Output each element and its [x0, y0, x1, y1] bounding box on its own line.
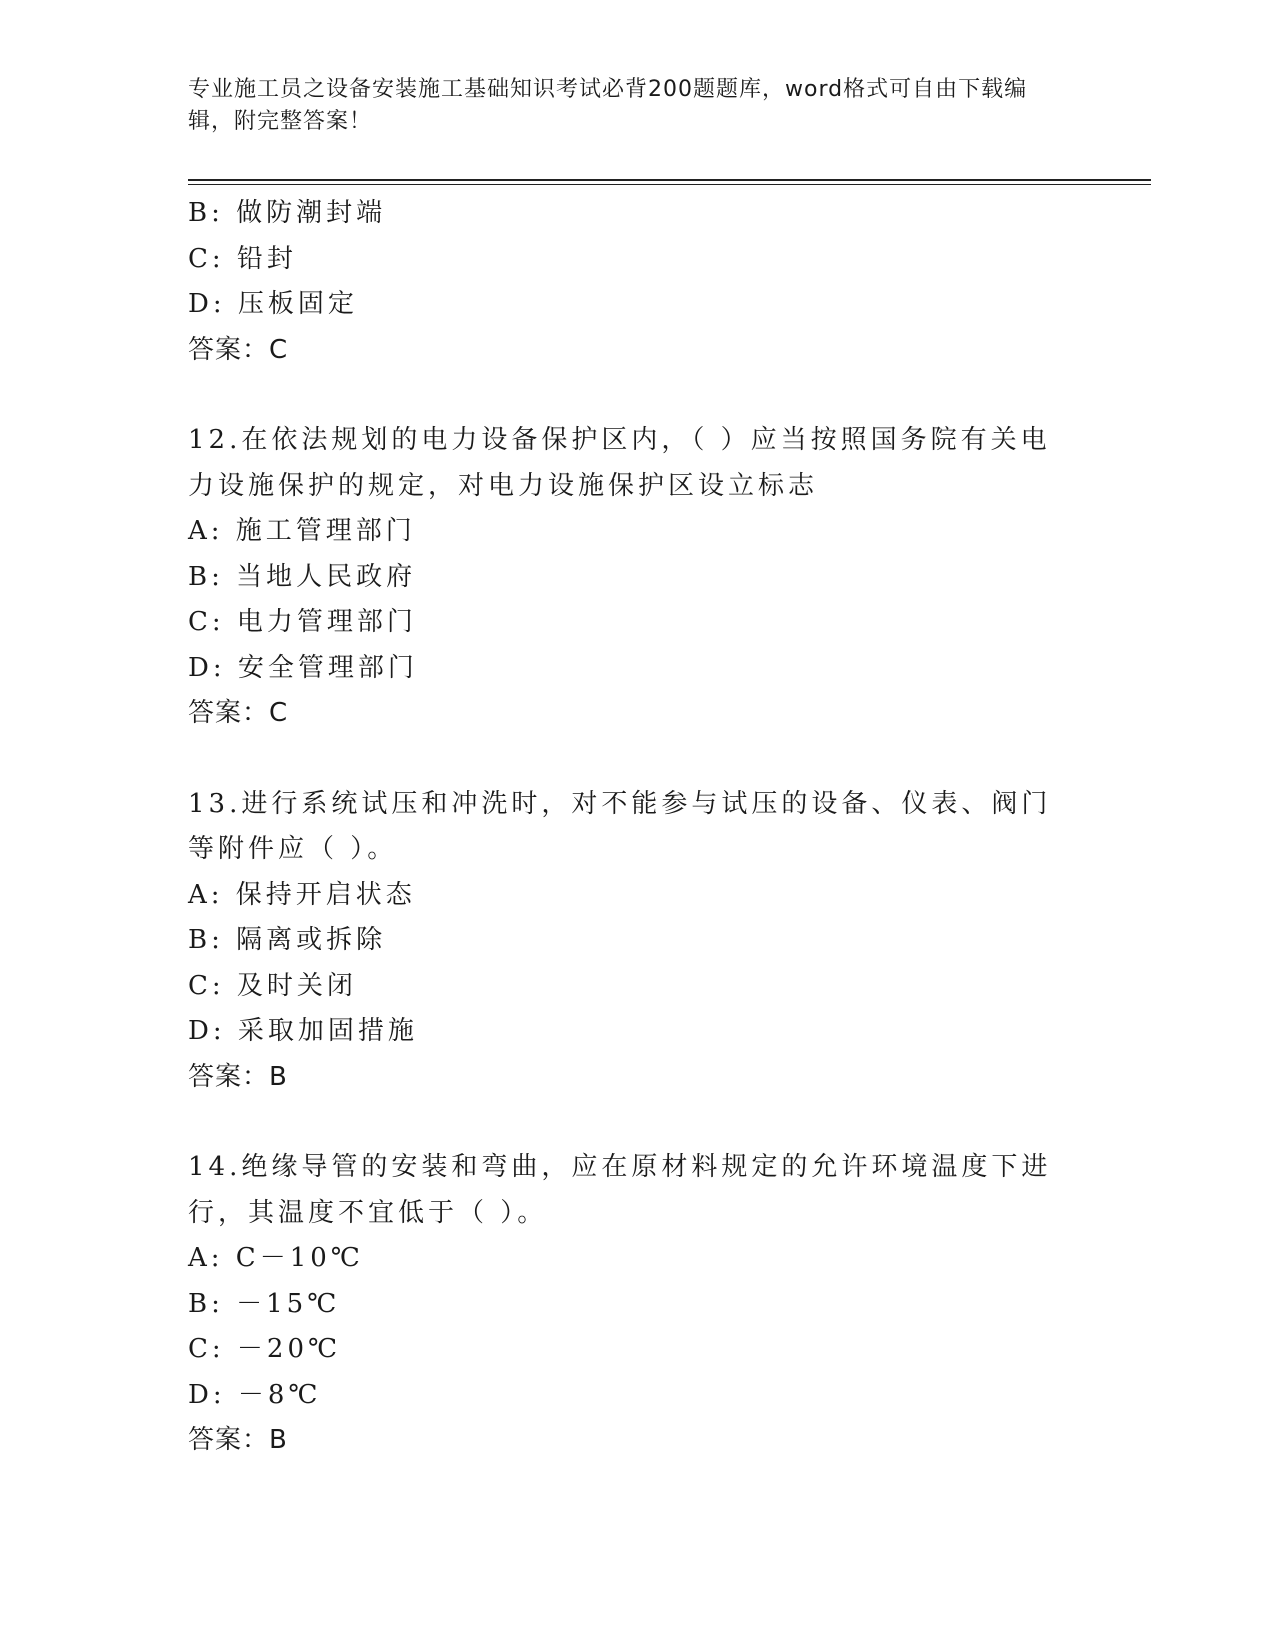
option-c: C: 铅封	[188, 243, 297, 274]
option-c: C: 电力管理部门	[188, 607, 417, 637]
option-a: A: C－10℃	[188, 1243, 364, 1273]
answer-line: 答案：C	[188, 334, 289, 365]
question-block-14	[188, 1145, 1088, 1464]
spacer	[188, 1100, 1088, 1145]
question-text: 14.绝缘导管的安装和弯曲，应在原材料规定的允许环境温度下进行，其温度不宜低于（ ）。	[188, 1152, 1052, 1228]
header-divider-thick	[188, 179, 1151, 181]
question-text: 13.进行系统试压和冲洗时，对不能参与试压的设备、仪表、阀门等附件应（ ）。	[188, 788, 1052, 864]
question-text: 12.在依法规划的电力设备保护区内，（ ）应当按照国务院有关电力设施保护的规定，对电力设施保护区设立标志	[188, 425, 1051, 501]
option-a: A: 保持开启状态	[188, 879, 416, 910]
option-c: C: －20℃	[188, 1334, 342, 1364]
option-a: A: 施工管理部门	[188, 516, 416, 546]
spacer	[188, 737, 1088, 782]
question-block-12	[188, 418, 1088, 737]
option-d: D: 安全管理部门	[188, 652, 418, 683]
spacer	[188, 373, 1088, 418]
option-b: B: 隔离或拆除	[188, 925, 387, 955]
option-d: D: 采取加固措施	[188, 1016, 418, 1046]
answer-line: 答案：C	[188, 698, 289, 728]
option-c: C: 及时关闭	[188, 970, 357, 1001]
option-b: B: －15℃	[188, 1288, 341, 1319]
option-b: B: 做防潮封端	[188, 198, 387, 228]
answer-line: 答案：B	[188, 1061, 288, 1092]
question-block-11	[188, 191, 1088, 373]
question-content	[188, 191, 1088, 1464]
option-d: D: 压板固定	[188, 289, 358, 319]
option-b: B: 当地人民政府	[188, 561, 417, 592]
option-d: D: －8℃	[188, 1379, 322, 1410]
header-divider-thin	[188, 184, 1151, 185]
page-header: 专业施工员之设备安装施工基础知识考试必背200题题库，word格式可自由下载编辑，附完整答案！	[188, 77, 1028, 134]
answer-line: 答案：B	[188, 1425, 288, 1455]
question-block-13	[188, 782, 1088, 1101]
